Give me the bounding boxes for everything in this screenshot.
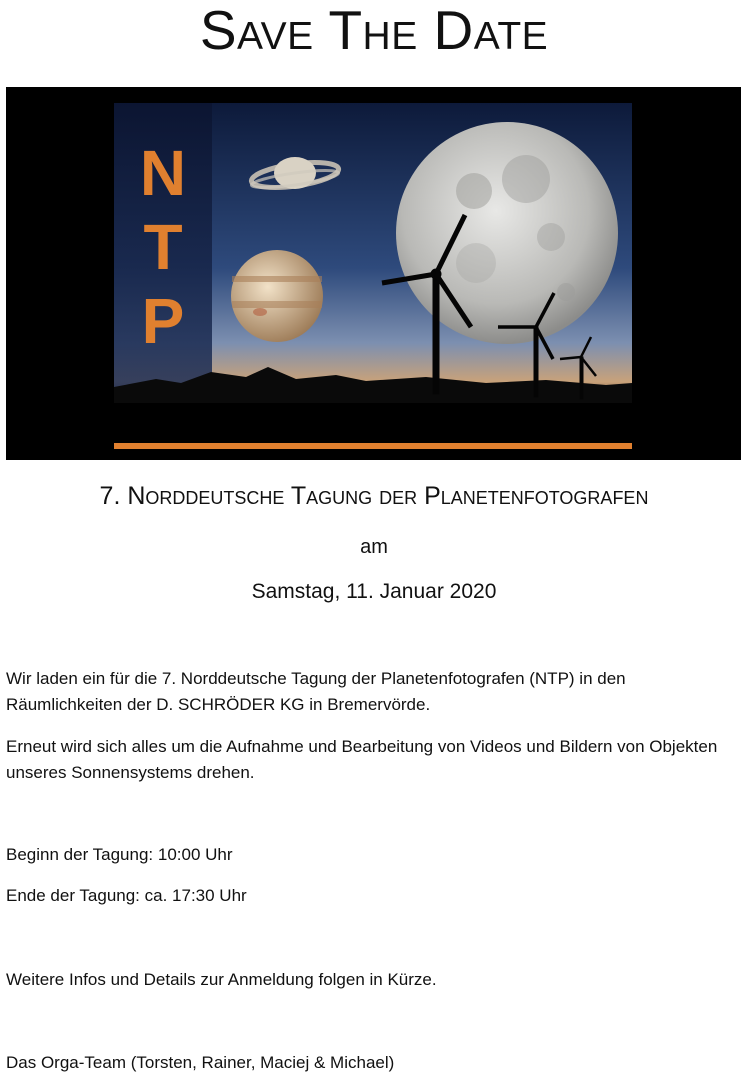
more-info-note: Weitere Infos und Details zur Anmeldung folgen in Kürze. — [6, 970, 437, 989]
signature: Das Orga-Team (Torsten, Rainer, Maciej & Michael) — [6, 1053, 395, 1072]
event-am-label: am — [360, 536, 388, 558]
ntp-banner-image — [6, 87, 741, 460]
accent-divider — [114, 443, 632, 449]
intro-paragraph: Wir laden ein für die 7. Norddeutsche Tagung der Planetenfotografen (NTP) in den Räumlichkeiten der D. SCHRÖDER KG in Bremervörde. — [6, 669, 626, 714]
event-date: Samstag, 11. Januar 2020 — [251, 580, 497, 603]
page-title: Save The Date — [199, 0, 549, 61]
logo-letter-p: P — [141, 285, 185, 357]
jupiter-icon — [231, 250, 323, 342]
logo-letter-t: T — [143, 211, 183, 283]
start-time: Beginn der Tagung: 10:00 Uhr — [6, 845, 233, 864]
end-time: Ende der Tagung: ca. 17:30 Uhr — [6, 886, 247, 905]
topic-paragraph: Erneut wird sich alles um die Aufnahme und Bearbeitung von Videos und Bildern von Objekten unseres Sonnensystems drehen. — [6, 737, 718, 782]
ntp-logo — [140, 137, 186, 357]
event-name: 7. Norddeutsche Tagung der Planetenfotografen — [99, 482, 649, 510]
logo-letter-n: N — [139, 137, 187, 209]
moon-icon — [396, 122, 618, 344]
